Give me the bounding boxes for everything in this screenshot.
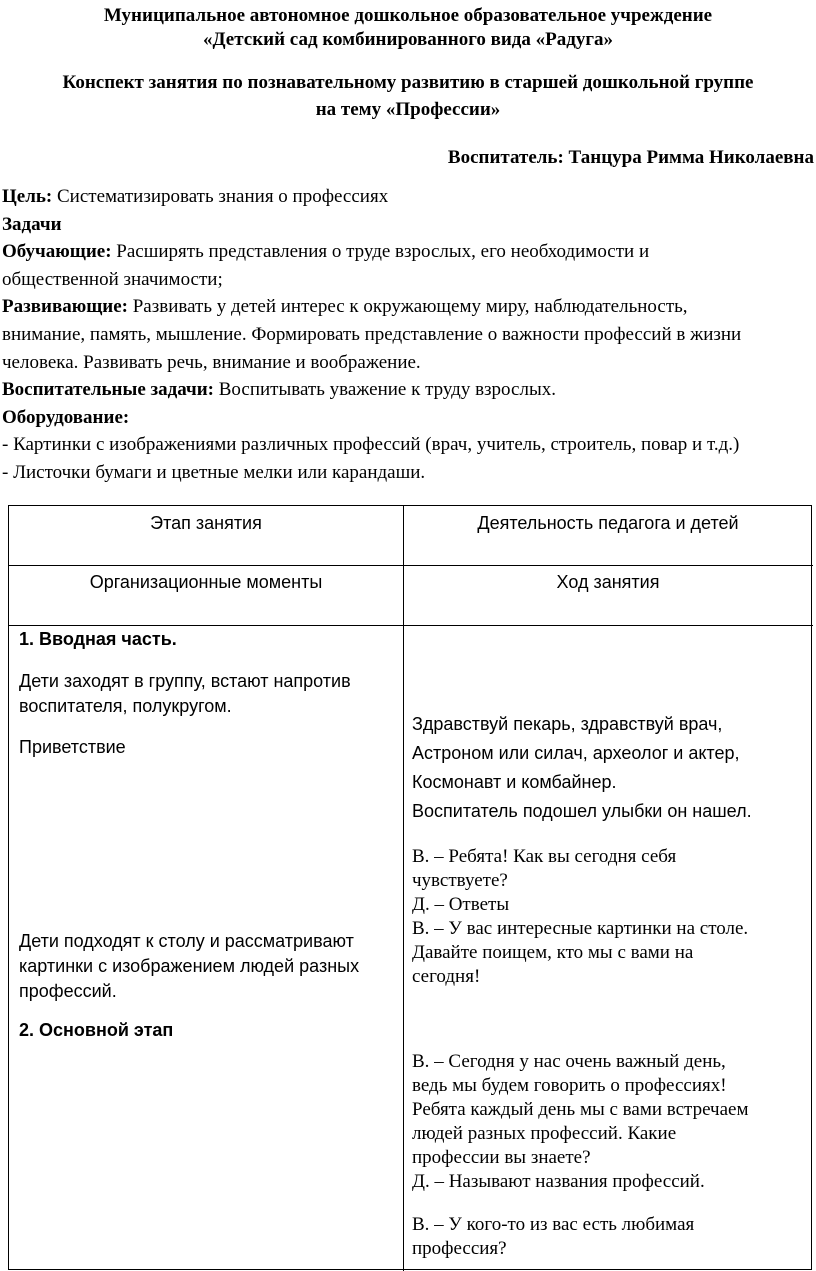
edu-label: Обучающие: — [2, 241, 112, 263]
intro-title: 1. Вводная часть. — [19, 629, 177, 649]
col1-header: Этап занятия — [150, 513, 262, 533]
dev-line-1: Развивающие: Развивать у детей интерес к окружающему миру, наблюдательность, — [2, 296, 688, 318]
left-intro-text: Дети заходят в группу, встают напротив воспитателя, полукругом. — [19, 671, 351, 716]
org-name-line-1: Муниципальное автономное дошкольное образовательное учреждение — [103, 5, 713, 26]
col2-subheader: Ход занятия — [556, 572, 660, 592]
equip-item-2: - Листочки бумаги и цветные мелки или карандаши. — [2, 461, 426, 483]
table-row-divider-2 — [9, 625, 813, 626]
dev-line-3: человека. Развивать речь, внимание и воображение. — [2, 351, 421, 373]
left-main-title: 2. Основной этап — [19, 1020, 174, 1040]
upbr-line: Воспитательные задачи: Воспитывать уважение к труду взрослых. — [2, 379, 556, 401]
table-row-divider-1 — [9, 565, 813, 566]
col1-subheader: Организационные моменты — [89, 572, 323, 592]
equip-heading: Оборудование: — [2, 406, 130, 428]
dialogue-block-2: В. – Сегодня у нас очень важный день, ведь мы будем говорить о профессиях! Ребята каждый день мы с вами встречаем людей разных профессий. Какие профессии вы знаете? Д. – Называют названия профессий. — [412, 1051, 749, 1192]
tasks-heading: Задачи — [2, 213, 62, 235]
edu-line-2: общественной значимости; — [2, 268, 223, 290]
title-line-2: на тему «Профессии» — [315, 99, 501, 120]
equip-item-1: - Картинки с изображениями различных профессий (врач, учитель, строитель, повар и т.д.) — [2, 434, 740, 456]
left-intro-block — [19, 627, 177, 652]
goal-line — [2, 183, 814, 211]
dev-label: Развивающие: — [2, 296, 128, 318]
dialogue-block-3: В. – У кого-то из вас есть любимая профессия? — [412, 1214, 695, 1259]
table-column-divider — [403, 506, 404, 1271]
left-greeting: Приветствие — [19, 737, 126, 757]
lesson-table — [8, 505, 812, 1270]
edu-line-1: Обучающие: Расширять представления о труде взрослых, его необходимости и — [2, 241, 650, 263]
dev-line-2: внимание, память, мышление. Формировать представление о важности профессий в жизни — [2, 323, 742, 345]
upbr-label: Воспитательные задачи: — [2, 379, 214, 401]
teacher-line: Воспитатель: Танцура Римма Николаевна — [447, 147, 814, 168]
left-look-text: Дети подходят к столу и рассматривают картинки с изображением людей разных профессий. — [19, 931, 360, 1001]
goal-text: Систематизировать знания о профессиях — [52, 186, 389, 207]
dialogue-block-1: В. – Ребята! Как вы сегодня себя чувствуете? Д. – Ответы В. – У вас интересные картинки на столе. Давайте поищем, кто мы с вами на сегодня! — [412, 846, 749, 987]
col2-header: Деятельность педагога и детей — [477, 513, 739, 533]
title-line-1: Конспект занятия по познавательному развитию в старшей дошкольной группе — [62, 72, 754, 93]
goal-label: Цель: — [2, 186, 53, 207]
org-name-line-2: «Детский сад комбинированного вида «Радуга» — [202, 29, 614, 50]
greeting-poem: Здравствуй пекарь, здравствуй врач, Астроном или силач, археолог и актер, Космонавт и комбайнер. Воспитатель подошел улыбки он нашел. — [412, 714, 752, 821]
intro-section — [2, 183, 814, 487]
